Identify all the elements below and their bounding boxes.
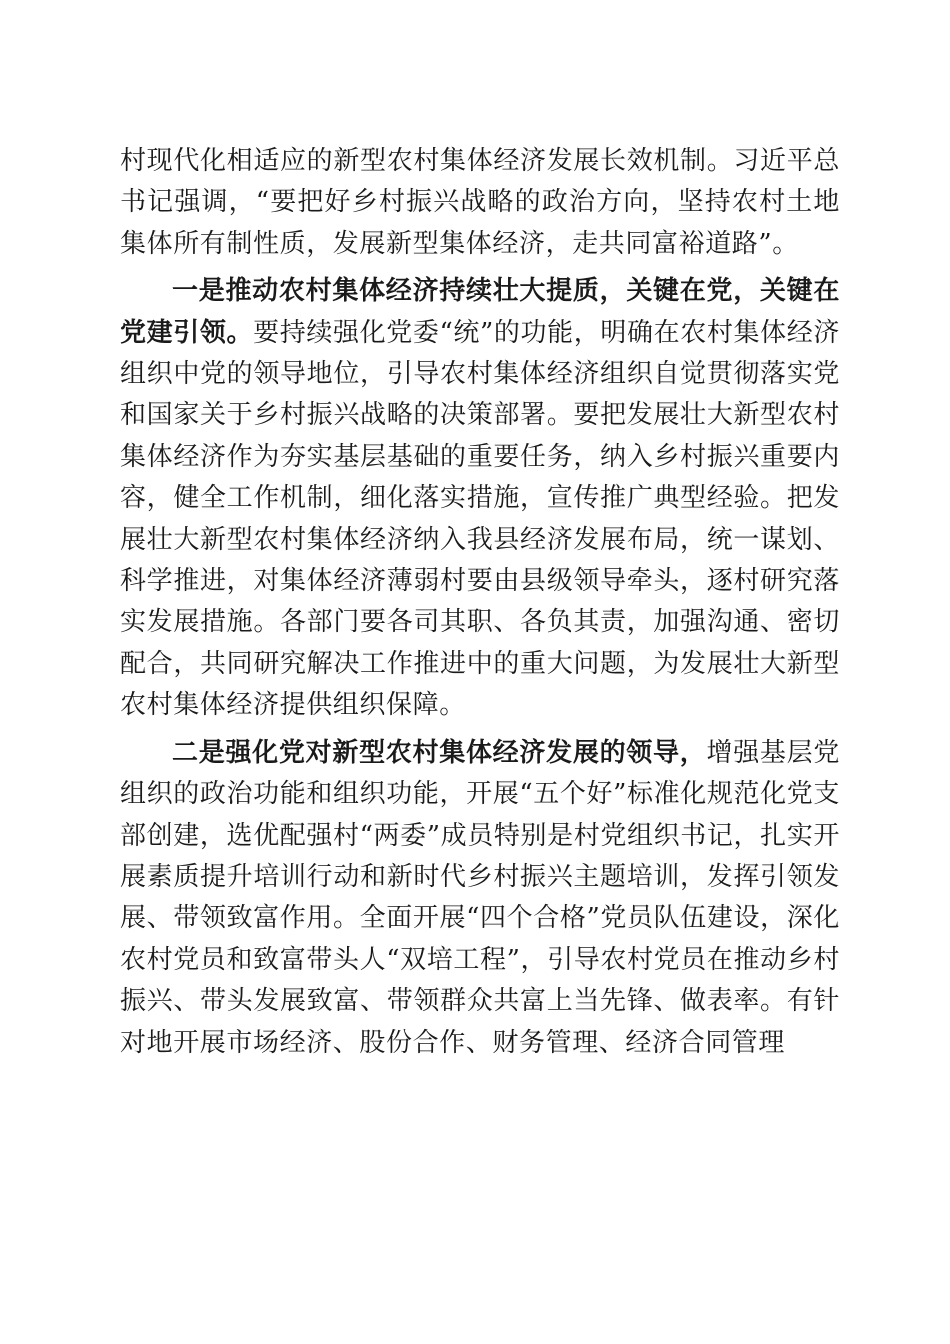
paragraph-1 xyxy=(120,141,840,265)
paragraph-3-text: 增强基层党组织的政治功能和组织功能，开展“五个好”标准化规范化党支部创建，选优配强村“两委”成员特别是村党组织书记，扎实开展素质提升培训行动和新时代乡村振兴主题培训，发挥引领发展、带领致富作用。全面开展“四个合格”党员队伍建设，深化农村党员和致富带头人“双培工程”，引导农村党员在推动乡村振兴、带头发展致富、带领群众共富上当先锋、做表率。有针对地开展市场经济、股份合作、财务管理、经济合同管理 xyxy=(120,737,840,1058)
paragraph-2 xyxy=(120,271,840,726)
paragraph-2-text: 要持续强化党委“统”的功能，明确在农村集体经济组织中党的领导地位，引导农村集体经济组织自觉贯彻落实党和国家关于乡村振兴战略的决策部署。要把发展壮大新型农村集体经济作为夯实基层基础的重要任务，纳入乡村振兴重要内容，健全工作机制，细化落实措施，宣传推广典型经验。把发展壮大新型农村集体经济纳入我县经济发展布局，统一谋划、科学推进，对集体经济薄弱村要由县级领导牵头，逐村研究落实发展措施。各部门要各司其职、各负其责，加强沟通、密切配合，共同研究解决工作推进中的重大问题，为发展壮大新型农村集体经济提供组织保障。 xyxy=(120,317,840,721)
paragraph-2-lead: 一是推动农村集体经济持续壮大提质，关键在党，关键在党建引领。 xyxy=(120,276,840,348)
document-body xyxy=(120,141,840,1070)
paragraph-3 xyxy=(120,733,840,1064)
paragraph-1-text: 村现代化相适应的新型农村集体经济发展长效机制。习近平总书记强调，“要把好乡村振兴战略的政治方向，坚持农村土地集体所有制性质，发展新型集体经济，走共同富裕道路”。 xyxy=(120,146,840,259)
paragraph-3-lead: 二是强化党对新型农村集体经济发展的领导， xyxy=(172,737,707,768)
